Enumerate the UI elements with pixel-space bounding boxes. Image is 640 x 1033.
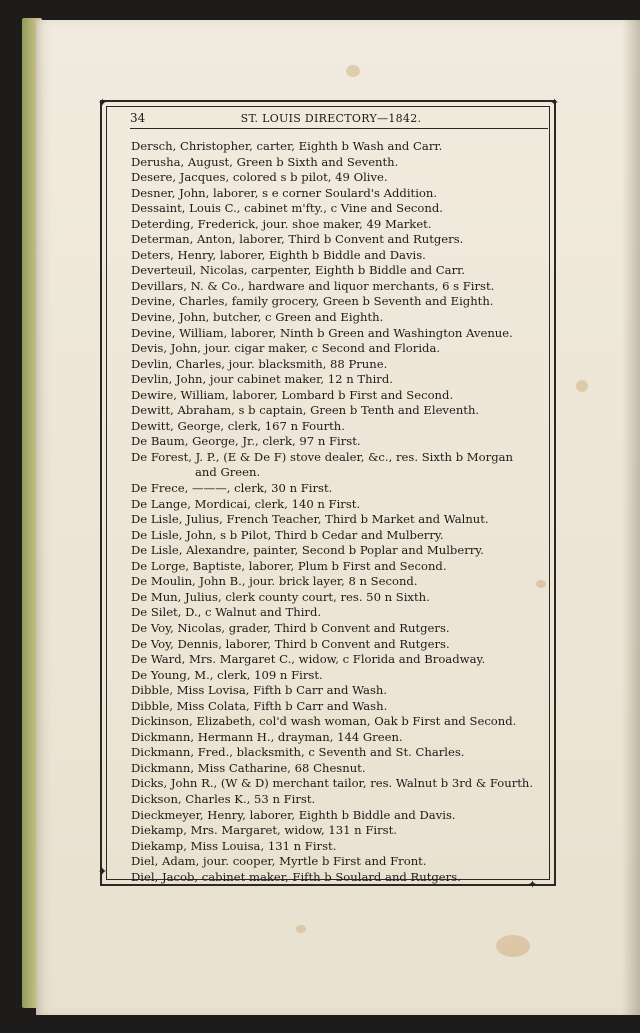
- directory-entry: Dessaint, Louis C., cabinet m'fty., c Vine and Second.: [131, 201, 443, 216]
- border-corner-ornament: ✦: [97, 865, 108, 878]
- directory-entry: De Lisle, Alexandre, painter, Second b Poplar and Mulberry.: [131, 543, 484, 558]
- directory-entry: Dickmann, Hermann H., drayman, 144 Green.: [131, 729, 403, 744]
- directory-entry: De Silet, D., c Walnut and Third.: [131, 605, 322, 620]
- directory-entry: Dewitt, Abraham, s b captain, Green b Tenth and Eleventh.: [131, 403, 480, 418]
- directory-entry: De Lange, Mordicai, clerk, 140 n First.: [131, 496, 361, 511]
- header-rule: [130, 128, 548, 129]
- directory-entry: Dickmann, Miss Catharine, 68 Chesnut.: [131, 760, 366, 775]
- directory-entry: Dewitt, George, clerk, 167 n Fourth.: [131, 418, 345, 433]
- directory-entry: De Frece, ———, clerk, 30 n First.: [131, 481, 333, 496]
- directory-entry: De Voy, Dennis, laborer, Third b Convent and Rutgers.: [131, 636, 450, 651]
- directory-entry: De Mun, Julius, clerk county court, res. 50 n Sixth.: [131, 589, 430, 604]
- directory-entry: Desere, Jacques, colored s b pilot, 49 Olive.: [131, 170, 388, 185]
- directory-entry: Devlin, Charles, jour. blacksmith, 88 Prune.: [131, 356, 388, 371]
- directory-entry: Devine, William, laborer, Ninth b Green and Washington Avenue.: [131, 325, 513, 340]
- foxing-spot: [496, 935, 530, 957]
- directory-entry: De Baum, George, Jr., clerk, 97 n First.: [131, 434, 361, 449]
- page-number: 34: [130, 111, 146, 125]
- directory-entry: Dicks, John R., (W & D) merchant tailor, res. Walnut b 3rd & Fourth.: [131, 776, 534, 791]
- directory-entry: Deverteuil, Nicolas, carpenter, Eighth b Biddle and Carr.: [131, 263, 466, 278]
- directory-entry: Dickmann, Fred., blacksmith, c Seventh and St. Charles.: [131, 745, 465, 760]
- directory-entry: Diekamp, Mrs. Margaret, widow, 131 n First.: [131, 823, 397, 838]
- border-corner-ornament: ✦: [549, 96, 560, 109]
- directory-entry: Devis, John, jour. cigar maker, c Second and Florida.: [131, 341, 441, 356]
- directory-entry: Devillars, N. & Co., hardware and liquor merchants, 6 s First.: [131, 278, 495, 293]
- directory-entry: Dersch, Christopher, carter, Eighth b Wash and Carr.: [131, 139, 443, 153]
- foxing-spot: [576, 380, 588, 392]
- directory-entries: [131, 139, 541, 885]
- directory-entry: De Moulin, John B., jour. brick layer, 8 n Second.: [131, 574, 418, 589]
- foxing-spot: [346, 65, 360, 77]
- directory-entry: and Green.: [195, 465, 261, 480]
- directory-entry: De Voy, Nicolas, grader, Third b Convent and Rutgers.: [131, 620, 450, 635]
- directory-entry: Deters, Henry, laborer, Eighth b Biddle and Davis.: [131, 247, 426, 262]
- page-header: [130, 111, 532, 129]
- page-shadow: [622, 20, 640, 1015]
- directory-entry: De Forest, J. P., (E & De F) stove dealer, &c., res. Sixth b Morgan: [131, 449, 513, 464]
- directory-entry: Diekamp, Miss Louisa, 131 n First.: [131, 838, 337, 853]
- border-corner-ornament: ✦: [527, 878, 538, 891]
- directory-entry: De Lisle, Julius, French Teacher, Third b Market and Walnut.: [131, 512, 489, 527]
- directory-entry: De Lisle, John, s b Pilot, Third b Cedar and Mulberry.: [131, 527, 444, 542]
- directory-entry: Dickinson, Elizabeth, col'd wash woman, Oak b First and Second.: [131, 714, 517, 729]
- directory-entry: Devine, Charles, family grocery, Green b Seventh and Eighth.: [131, 294, 494, 309]
- directory-entry: Dewire, William, laborer, Lombard b First and Second.: [131, 387, 454, 402]
- directory-entry: Deterding, Frederick, jour. shoe maker, 49 Market.: [131, 216, 432, 231]
- directory-entry: Dibble, Miss Colata, Fifth b Carr and Wash.: [131, 698, 388, 713]
- directory-entry: Devlin, John, jour cabinet maker, 12 n Third.: [131, 372, 393, 387]
- directory-entry: De Ward, Mrs. Margaret C., widow, c Florida and Broadway.: [131, 652, 486, 667]
- directory-entry: Devine, John, butcher, c Green and Eighth.: [131, 310, 384, 325]
- running-title: ST. LOUIS DIRECTORY—1842.: [240, 112, 422, 125]
- directory-entry: De Young, M., clerk, 109 n First.: [131, 667, 323, 682]
- directory-entry: Dieckmeyer, Henry, laborer, Eighth b Biddle and Davis.: [131, 807, 456, 822]
- directory-entry: De Lorge, Baptiste, laborer, Plum b First and Second.: [131, 558, 447, 573]
- directory-entry: Dickson, Charles K., 53 n First.: [131, 791, 316, 806]
- directory-entry: Desner, John, laborer, s e corner Soulard's Addition.: [131, 185, 438, 200]
- directory-entry: Derusha, August, Green b Sixth and Seventh.: [131, 154, 399, 169]
- foxing-spot: [296, 925, 306, 933]
- directory-entry: Dibble, Miss Lovisa, Fifth b Carr and Wash.: [131, 683, 388, 698]
- directory-entry: Diel, Jacob, cabinet maker, Fifth b Soulard and Rutgers.: [131, 869, 461, 884]
- border-corner-ornament: ✦: [97, 96, 108, 109]
- directory-entry: Determan, Anton, laborer, Third b Convent and Rutgers.: [131, 232, 464, 247]
- directory-entry: Diel, Adam, jour. cooper, Myrtle b First and Front.: [131, 854, 427, 869]
